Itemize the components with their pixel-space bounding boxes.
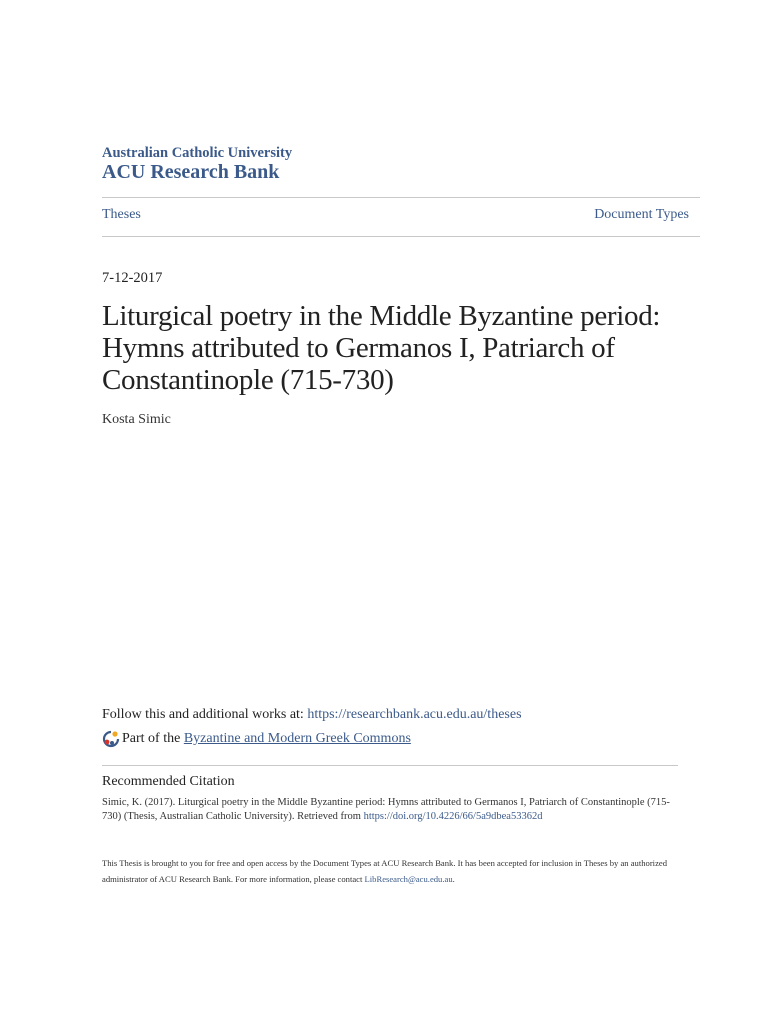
- access-statement-end: .: [452, 873, 455, 884]
- publication-date: 7-12-2017: [102, 270, 163, 286]
- commons-network-icon: [102, 730, 120, 748]
- citation-body: Simic, K. (2017). Liturgical poetry in the Middle Byzantine period: Hymns attributed to Germanos I, Patriarch of Constantinople (715-730) (Thesis, Australian Catholic University). Retrieved from: [102, 797, 670, 822]
- access-statement: [102, 856, 682, 887]
- document-types-link[interactable]: Document Types: [594, 207, 689, 222]
- theses-link[interactable]: Theses: [102, 207, 141, 222]
- header-divider: [102, 197, 700, 198]
- doi-link[interactable]: https://doi.org/10.4226/66/5a9dbea53362d: [363, 811, 543, 822]
- nav-divider: [102, 236, 700, 237]
- follow-label: Follow this and additional works at:: [102, 707, 308, 722]
- repository-name[interactable]: ACU Research Bank: [102, 161, 280, 183]
- recommended-citation-heading: Recommended Citation: [102, 774, 235, 789]
- institution-name[interactable]: Australian Catholic University: [102, 145, 293, 161]
- theses-url-link[interactable]: https://researchbank.acu.edu.au/theses: [307, 707, 522, 722]
- follow-line: [102, 707, 522, 723]
- author-name: Kosta Simic: [102, 412, 171, 427]
- part-of-label: Part of the: [122, 731, 184, 746]
- contact-email-link[interactable]: LibResearch@acu.edu.au: [364, 873, 453, 884]
- part-of-line: [102, 730, 411, 748]
- paper-title: Liturgical poetry in the Middle Byzantine period: Hymns attributed to Germanos I, Patriarch of Constantinople (715-730): [102, 300, 661, 396]
- citation-text: [102, 796, 682, 824]
- citation-divider: [102, 765, 678, 766]
- access-statement-body: This Thesis is brought to you for free and open access by the Document Types at ACU Research Bank. It has been accepted for inclusion in Theses by an authorized administrator of ACU Research Bank. For more information, please contact: [102, 858, 668, 884]
- byzantine-commons-link[interactable]: Byzantine and Modern Greek Commons: [183, 731, 411, 746]
